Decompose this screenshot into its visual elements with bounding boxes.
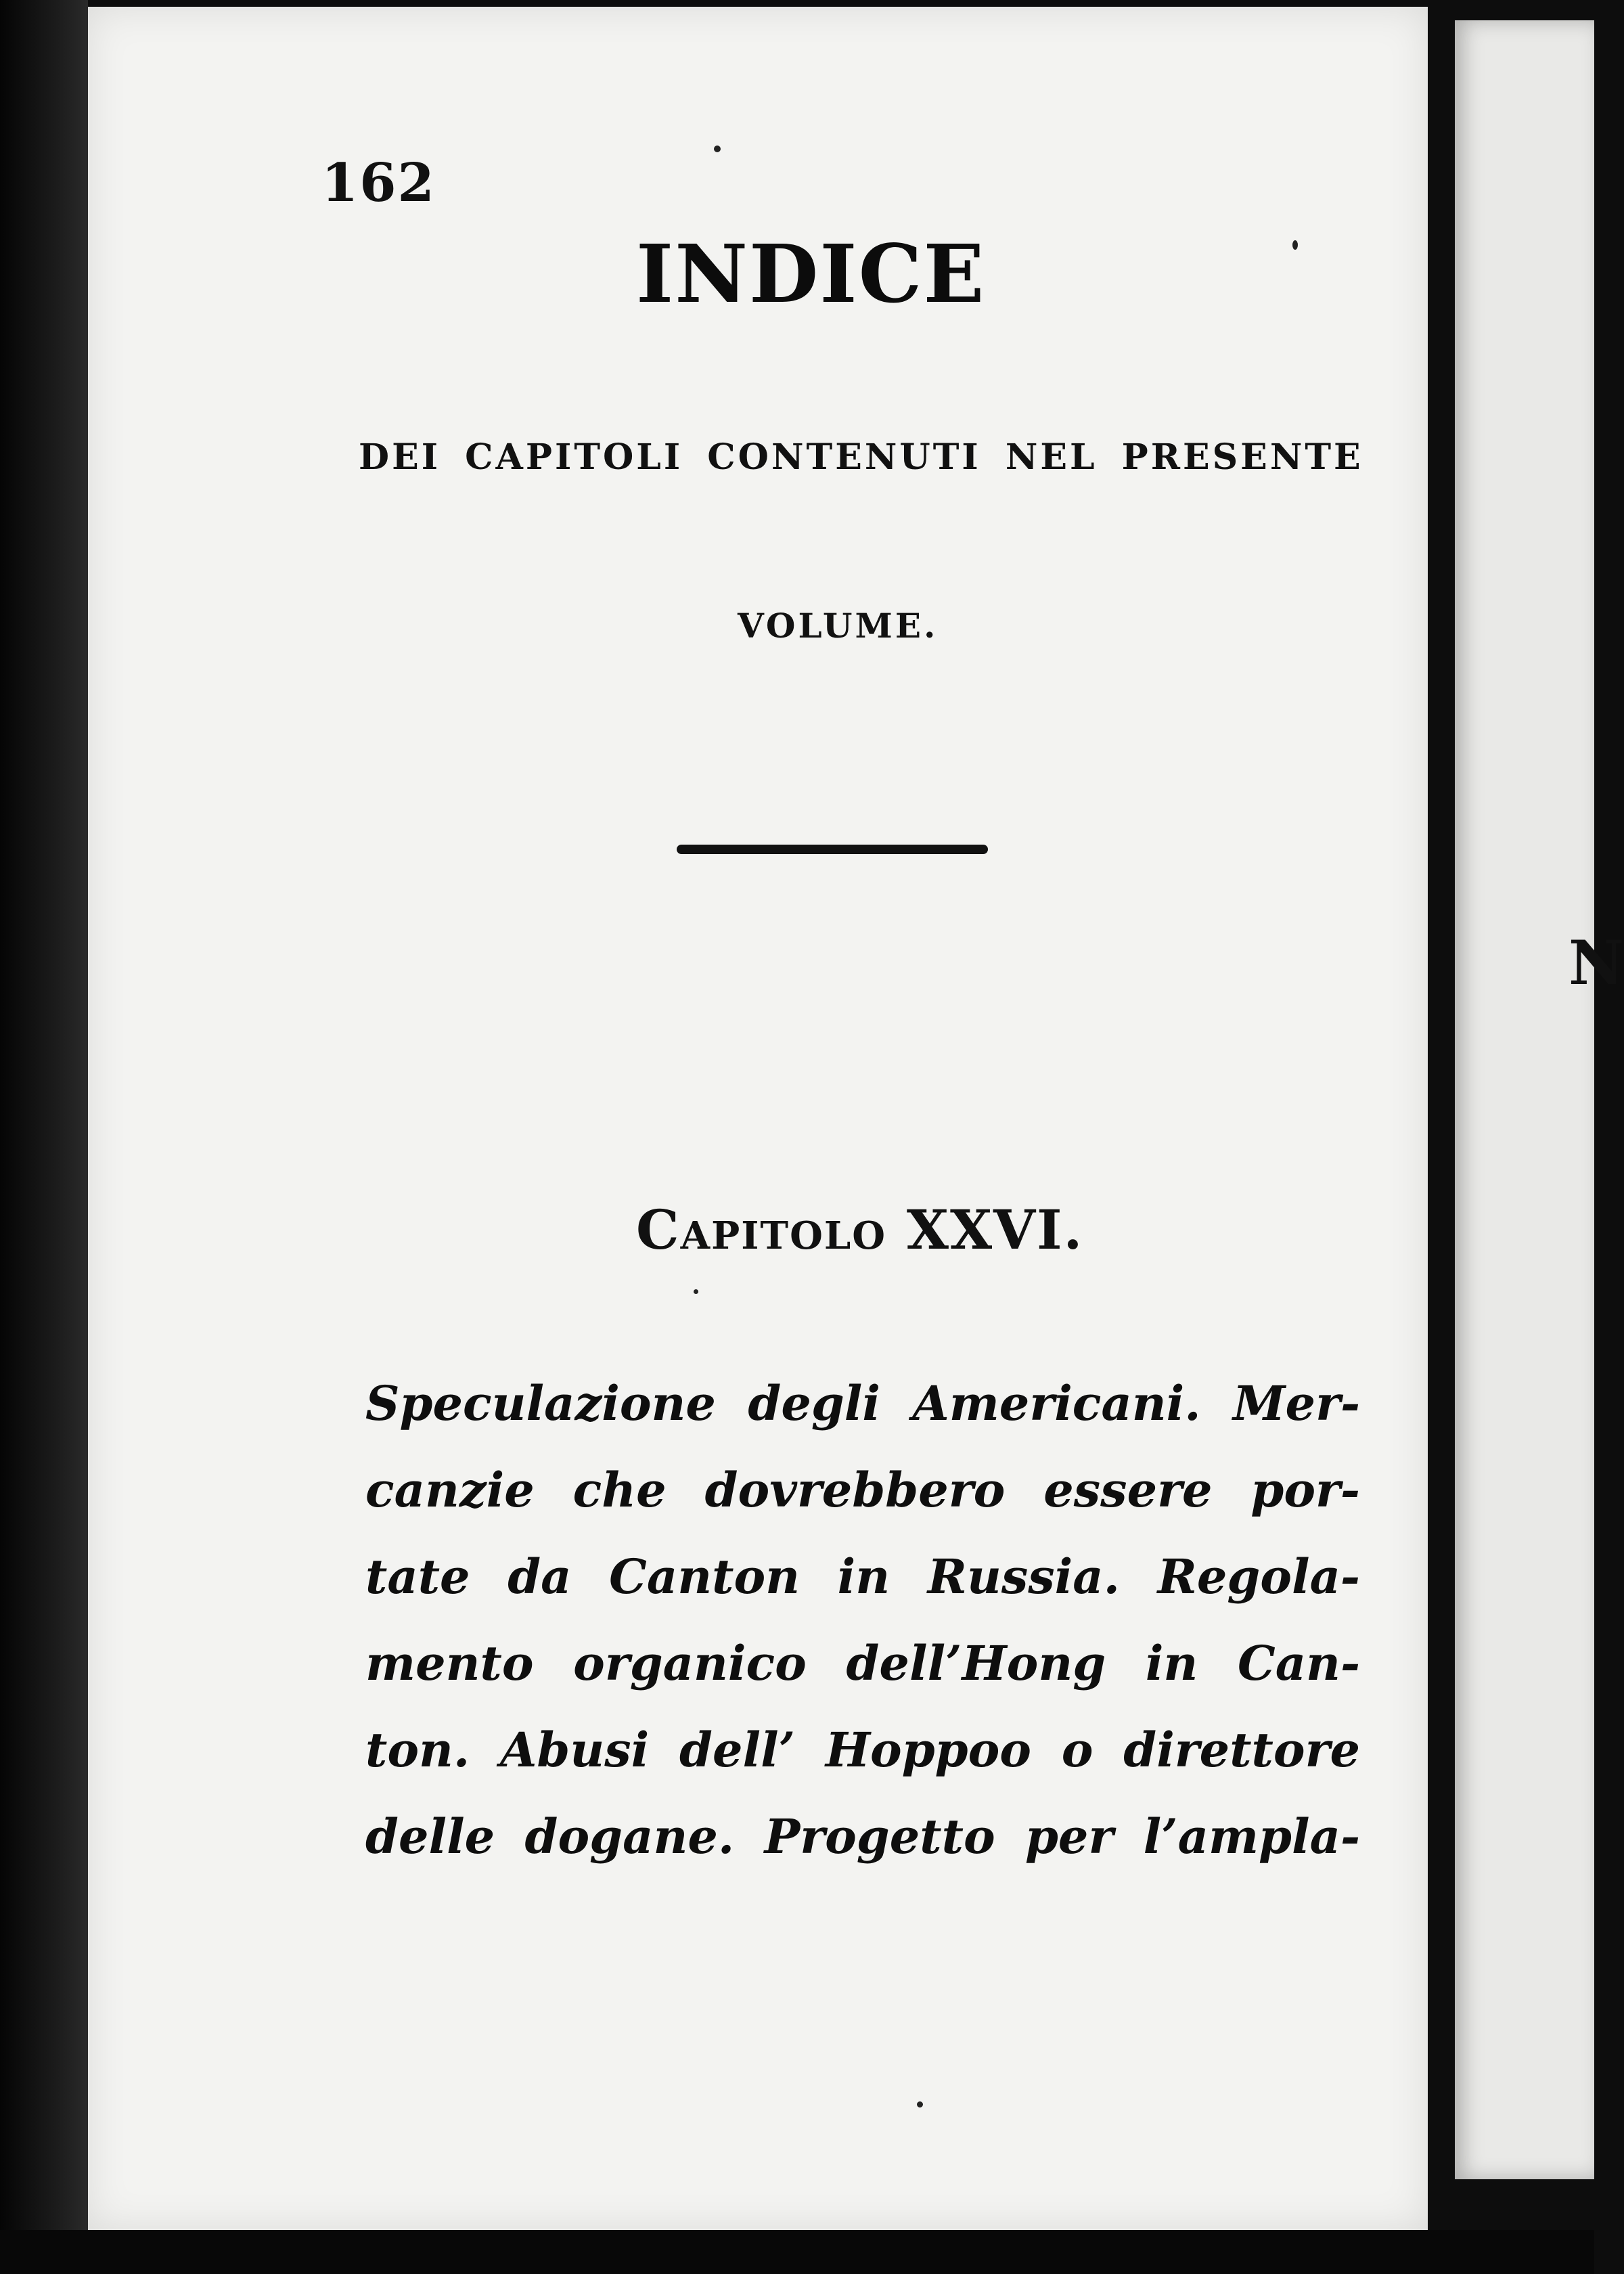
section-rule (677, 845, 988, 854)
scan-bottom-edge (0, 2230, 1594, 2274)
index-subtitle: DEI CAPITOLI CONTENUTI NEL PRESENTE (359, 437, 1363, 478)
ink-speck (694, 1289, 698, 1294)
neighbouring-page-glyph: N (1569, 927, 1624, 999)
ink-speck (1292, 240, 1298, 250)
chapter-summary (365, 1360, 1360, 1880)
index-subtitle-line-2: VOLUME. (738, 606, 939, 646)
page-number: 162 (321, 152, 436, 214)
ink-speck (714, 146, 721, 152)
summary-line: delle dogane. Progetto per l’ampla- (365, 1808, 1360, 1865)
summary-line: Speculazione degli Americani. Mer- (365, 1375, 1360, 1431)
book-binding-shadow (0, 0, 88, 2274)
summary-line: ton. Abusi dell’ Hoppoo o direttore (365, 1722, 1360, 1778)
summary-line: mento organico dell’Hong in Can- (365, 1635, 1360, 1691)
summary-line: canzie che dovrebbero essere por- (365, 1462, 1360, 1518)
chapter-heading: Capitolo XXVI. (636, 1198, 1084, 1262)
summary-line: tate da Canton in Russia. Regola- (365, 1548, 1360, 1605)
ink-speck (917, 2101, 923, 2108)
index-title: INDICE (636, 227, 986, 321)
book-page (88, 7, 1428, 2230)
neighbouring-page-strip (1455, 20, 1624, 2179)
